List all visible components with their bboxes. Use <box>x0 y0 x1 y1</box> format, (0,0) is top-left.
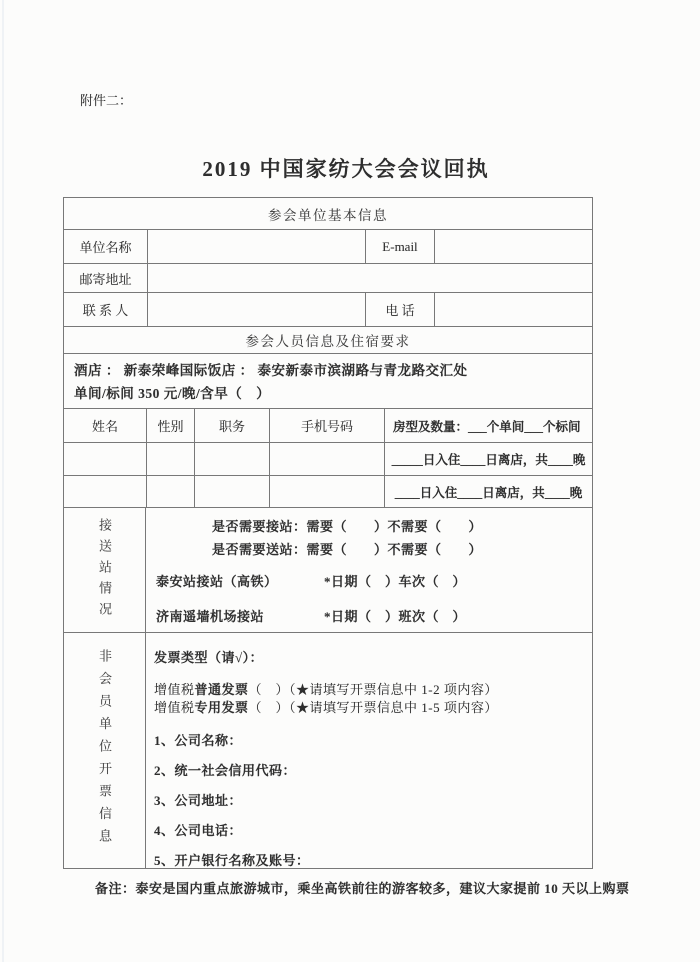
hotel-line-2: 单间/标间 350 元/晚/含早（ ） <box>74 386 271 401</box>
section-row-unit-info <box>64 198 592 230</box>
contact-label: 联 系 人 <box>64 293 148 326</box>
stay-dates-2: ____日入住____日离店，共____晚 <box>394 485 583 500</box>
vat-special-prefix: 增值税 <box>154 700 195 715</box>
contact-field <box>148 293 366 326</box>
vat-normal-line <box>154 679 498 698</box>
attendee-row-2 <box>64 476 592 508</box>
col-header-title: 职务 <box>195 409 270 442</box>
invoice-item-credit-code: 2、统一社会信用代码： <box>154 763 297 778</box>
page-title: 2019 中国家纺大会会议回执 <box>202 157 490 181</box>
gender-field-2 <box>147 476 195 507</box>
shuttle-dropoff-line: 是否需要送站：需要（ ）不需要（ ） <box>212 542 483 557</box>
vat-special-line <box>154 697 498 716</box>
attendee-row-1 <box>64 443 592 476</box>
hotel-line-1: 酒店 ： 新泰荣峰国际饭店 ： 泰安新泰市滨湖路与青龙路交汇处 <box>74 363 468 378</box>
section-row-attendees <box>64 327 592 354</box>
title-field-1 <box>195 443 270 475</box>
invoice-item-bank-account: 5、开户银行名称及账号： <box>154 853 310 868</box>
invoice-vertical-label-cell <box>64 633 146 868</box>
mobile-field-2 <box>270 476 385 507</box>
row-unit-name <box>64 230 592 264</box>
shuttle-vertical-label: 接送站情况 <box>97 517 112 623</box>
email-field <box>435 230 592 263</box>
row-address <box>64 264 592 293</box>
address-field <box>148 264 592 292</box>
shuttle-station-taian <box>156 571 466 590</box>
phone-label: 电 话 <box>366 293 435 326</box>
invoice-item-company-phone: 4、公司电话： <box>154 823 243 838</box>
col-header-name: 姓名 <box>64 409 147 442</box>
row-contact <box>64 293 592 327</box>
name-field-2 <box>64 476 147 507</box>
row-attendee-header <box>64 409 592 443</box>
stay-dates-1: _____日入住____日离店，共____晚 <box>391 453 586 467</box>
shuttle-station-jinan <box>156 606 466 625</box>
unit-info-section-title: 参会单位基本信息 <box>268 207 388 223</box>
scan-artifact-line <box>2 0 4 962</box>
col-header-mobile: 手机号码 <box>270 409 385 442</box>
attachment-label: 附件二： <box>80 93 133 108</box>
unit-name-label: 单位名称 <box>64 230 148 263</box>
shuttle-vertical-label-cell <box>64 508 146 632</box>
name-field-1 <box>64 443 147 475</box>
phone-field <box>435 293 592 326</box>
jinan-airport-name: 济南遥墙机场接站 <box>156 609 265 624</box>
footer-note: 备注：泰安是国内重点旅游城市，乘坐高铁前往的游客较多，建议大家提前 10 天以上购票 <box>95 881 630 896</box>
shuttle-content <box>146 508 592 632</box>
taian-station-detail: *日期（ ）车次（ ） <box>324 574 467 589</box>
attendees-section-title: 参会人员信息及住宿要求 <box>245 334 411 349</box>
col-header-gender: 性别 <box>147 409 195 442</box>
vat-special-note: （ ）（★请填写开票信息中 1-5 项内容） <box>248 700 498 715</box>
gender-field-1 <box>147 443 195 475</box>
invoice-vertical-label: 非会员单位开票信息 <box>97 649 112 852</box>
vat-normal-prefix: 增值税 <box>154 682 195 697</box>
row-invoice <box>64 633 592 868</box>
address-label: 邮寄地址 <box>64 264 148 292</box>
vat-special-type: 专用发票 <box>194 700 249 715</box>
invoice-item-company-name: 1、公司名称： <box>154 733 243 748</box>
vat-normal-type: 普通发票 <box>194 682 249 697</box>
title-field-2 <box>195 476 270 507</box>
mobile-field-1 <box>270 443 385 475</box>
row-hotel-info <box>64 354 592 409</box>
invoice-item-company-address: 3、公司地址： <box>154 793 243 808</box>
registration-form-table <box>63 197 593 869</box>
shuttle-pickup-line: 是否需要接站：需要（ ）不需要（ ） <box>212 519 483 534</box>
email-label: E-mail <box>366 230 435 263</box>
hotel-info <box>64 354 592 408</box>
jinan-airport-detail: *日期（ ）班次（ ） <box>324 609 467 624</box>
row-shuttle <box>64 508 592 633</box>
taian-station-name: 泰安站接站（高铁） <box>156 574 278 589</box>
col-header-room-type: 房型及数量：___个单间___个标间 <box>393 419 581 434</box>
invoice-content <box>146 633 592 868</box>
unit-name-field <box>148 230 366 263</box>
invoice-type-line: 发票类型（请√）： <box>154 650 264 665</box>
vat-normal-note: （ ）（★请填写开票信息中 1-2 项内容） <box>248 682 498 697</box>
